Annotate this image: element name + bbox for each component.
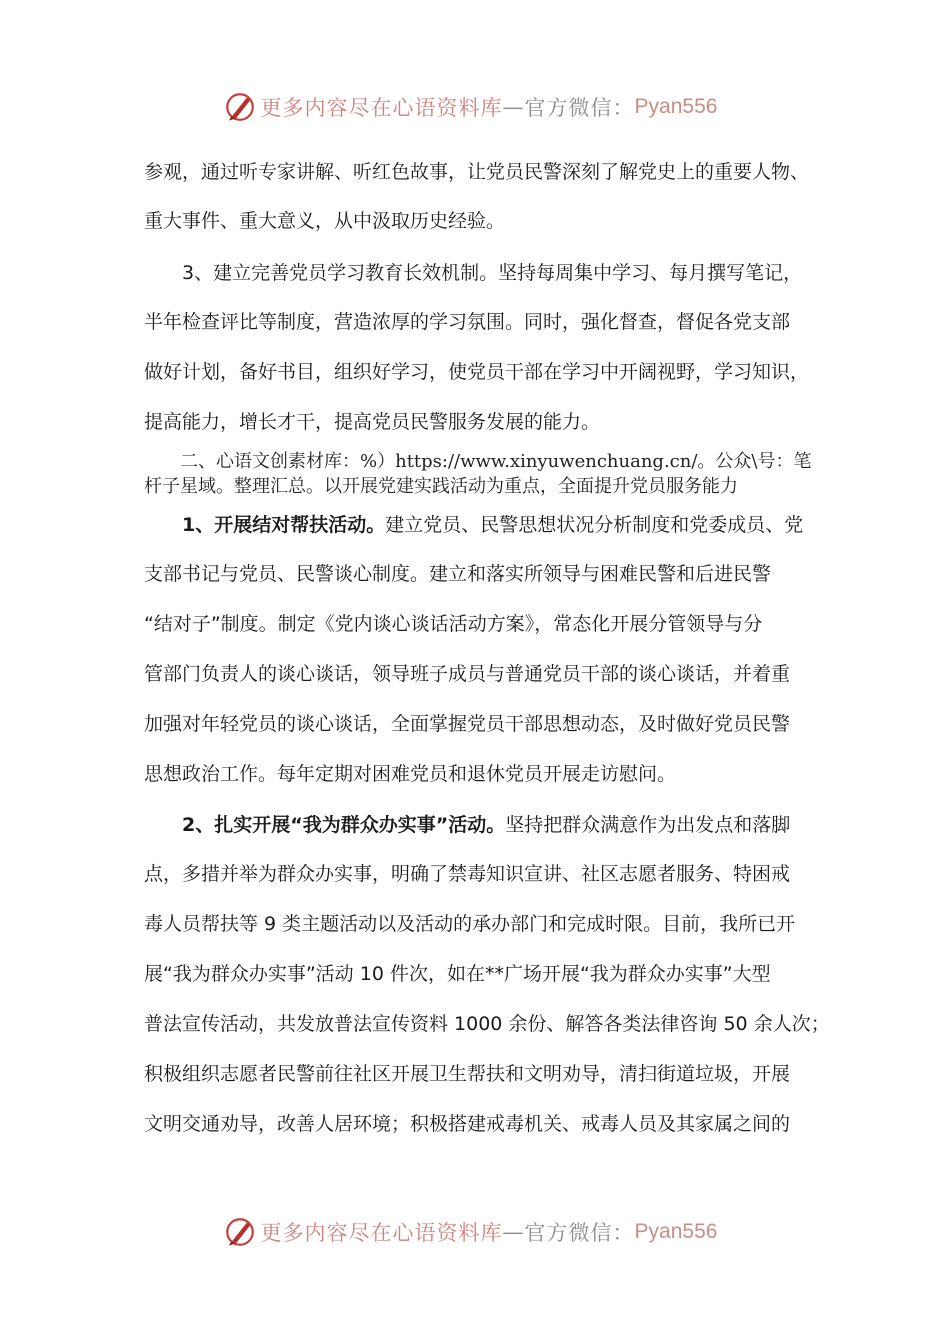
watermark-text: 更多内容尽在心语资料库	[260, 1221, 503, 1245]
watermark-wechat-id: Pyan556	[634, 95, 718, 118]
watermark-wechat-id: Pyan556	[634, 1220, 718, 1243]
body-line: 参观，通过听专家讲解、听红色故事，让党员民警深刻了解党史上的重要人物、	[144, 161, 810, 183]
body-line: 积极组织志愿者民警前往社区开展卫生帮扶和文明劝导，清扫街道垃圾，开展	[144, 1063, 791, 1085]
body-line: “结对子”制度。制定《党内谈心谈话活动方案》，常态化开展分管领导与分	[144, 613, 763, 635]
body-line: 二、心语文创素材库：%）https://www.xinyuwenchuang.cn/。公众\号：笔	[144, 451, 812, 472]
section-heading: 1、开展结对帮扶活动。	[144, 514, 386, 536]
body-line: 重大事件、重大意义，从中汲取历史经验。	[144, 210, 506, 232]
footer-watermark	[0, 1212, 950, 1252]
watermark-dash: —	[502, 95, 525, 119]
pen-circle-logo-icon	[223, 1215, 257, 1249]
body-line: 管部门负责人的谈心谈话，领导班子成员与普通党员干部的谈心谈话，并着重	[144, 663, 791, 685]
section-heading: 2、扎实开展“我为群众办实事”活动。	[144, 814, 506, 836]
pen-circle-logo-icon	[223, 90, 257, 124]
body-line: 展“我为群众办实事”活动 10 件次，如在**广场开展“我为群众办实事”大型	[144, 963, 771, 985]
body-line: 做好计划，备好书目，组织好学习，使党员干部在学习中开阔视野，学习知识，	[144, 361, 810, 383]
watermark-wechat-label: 官方微信：	[524, 1221, 635, 1245]
body-line: 支部书记与党员、民警谈心制度。建立和落实所领导与困难民警和后进民警	[144, 563, 772, 585]
body-line: 1、开展结对帮扶活动。建立党员、民警思想状况分析制度和党委成员、党	[144, 514, 804, 536]
watermark-text: 更多内容尽在心语资料库	[260, 96, 503, 120]
body-line: 杆子星域。整理汇总。以开展党建实践活动为重点，全面提升党员服务能力	[144, 476, 738, 497]
body-line: 毒人员帮扶等 9 类主题活动以及活动的承办部门和完成时限。目前，我所已开	[144, 913, 796, 935]
body-line: 半年检查评比等制度，营造浓厚的学习氛围。同时，强化督查，督促各党支部	[144, 311, 791, 333]
body-line: 思想政治工作。每年定期对困难党员和退休党员开展走访慰问。	[144, 763, 677, 785]
watermark-wechat-label: 官方微信：	[524, 96, 635, 120]
body-line: 普法宣传活动，共发放普法宣传资料 1000 余份、解答各类法律咨询 50 余人次；	[144, 1013, 830, 1035]
body-line: 提高能力，增长才干，提高党员民警服务发展的能力。	[144, 411, 601, 433]
watermark-dash: —	[502, 1220, 525, 1244]
body-line: 3、建立完善党员学习教育长效机制。坚持每周集中学习、每月撰写笔记，	[144, 262, 803, 284]
body-line: 2、扎实开展“我为群众办实事”活动。坚持把群众满意作为出发点和落脚	[144, 814, 791, 836]
header-watermark	[0, 87, 950, 127]
body-line: 加强对年轻党员的谈心谈话，全面掌握党员干部思想动态，及时做好党员民警	[144, 713, 791, 735]
body-line: 文明交通劝导，改善人居环境；积极搭建戒毒机关、戒毒人员及其家属之间的	[144, 1113, 791, 1135]
body-line: 点，多措并举为群众办实事，明确了禁毒知识宣讲、社区志愿者服务、特困戒	[144, 863, 791, 885]
